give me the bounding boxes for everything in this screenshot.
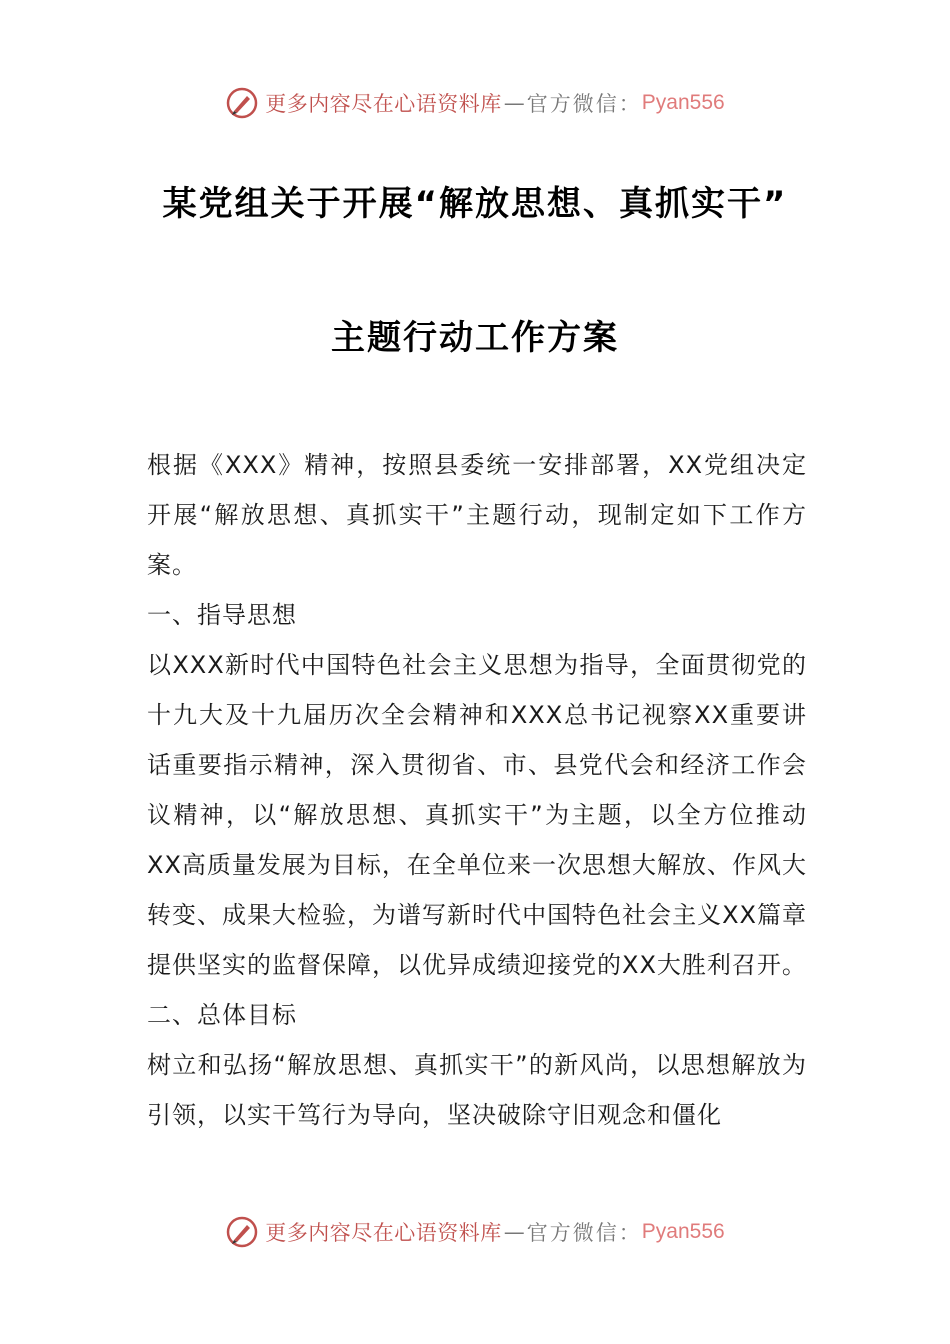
footer-watermark [0,1212,950,1252]
watermark-dash: — [503,1220,525,1244]
header-watermark [0,83,950,123]
paragraph-guiding-thought: 以XXX新时代中国特色社会主义思想为指导，全面贯彻党的十九大及十九届历次全会精神和XXX总书记视察XX重要讲话重要指示精神，深入贯彻省、市、县党代会和经济工作会议精神，以“解放思想、真抓实干”为主题，以全方位推动XX高质量发展为目标，在全单位来一次思想大解放、作风大转变、成果大检验，为谱写新时代中国特色社会主义XX篇章提供坚实的监督保障，以优异成绩迎接党的XX大胜利召开。 [147,651,807,979]
document-body [147,440,807,1140]
heading-overall-goal: 二、总体目标 [147,1001,297,1029]
pen-logo-icon [225,1215,259,1249]
watermark-dash: — [503,91,525,115]
watermark-label: 官方微信： [526,1221,642,1245]
paragraph-overall-goal: 树立和弘扬“解放思想、真抓实干”的新风尚，以思想解放为引领，以实干笃行为导向，坚决破除守旧观念和僵化 [147,1051,807,1129]
pen-logo-icon [225,86,259,120]
heading-guiding-thought: 一、指导思想 [147,601,297,629]
document-title-line-2: 主题行动工作方案 [331,318,619,358]
watermark-label: 官方微信： [526,92,642,116]
document-title-line-1: 某党组关于开展“解放思想、真抓实干” [162,184,788,224]
watermark-id: Pyan556 [641,91,725,114]
watermark-id: Pyan556 [641,1220,725,1243]
watermark-main-text: 更多内容尽在心语资料库 [265,1221,502,1245]
paragraph-intro: 根据《XXX》精神，按照县委统一安排部署，XX党组决定开展“解放思想、真抓实干”主题行动，现制定如下工作方案。 [147,451,807,579]
watermark-main-text: 更多内容尽在心语资料库 [265,92,502,116]
